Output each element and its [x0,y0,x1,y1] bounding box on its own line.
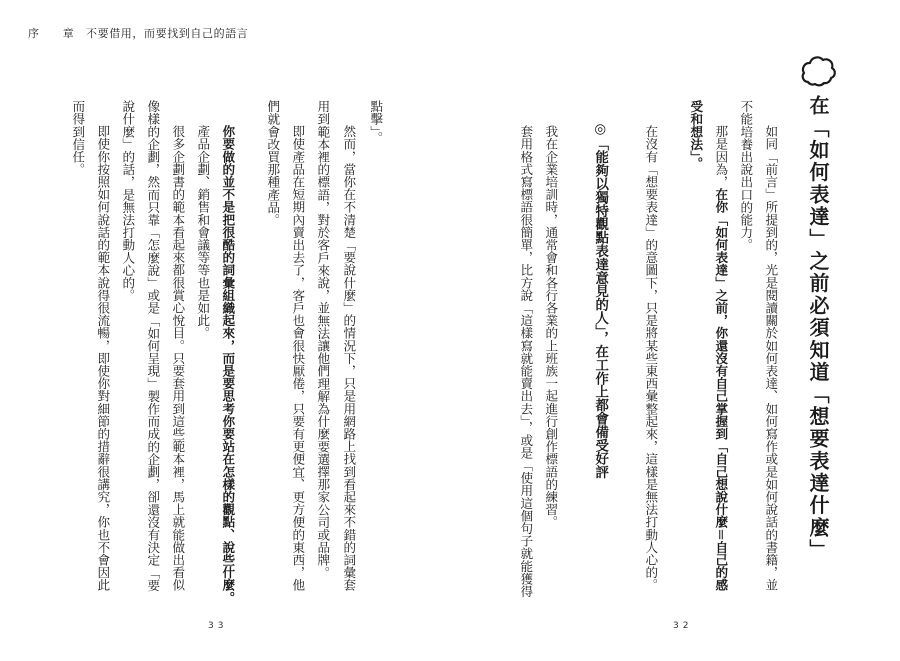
left-page-line-8: 很多企劃書的範本看起來都很賞心悅目。只要套用到這些範本裡，馬上就能做出看似 [170,125,186,592]
right-page-line-2: 不能培養出說出口的能力。 [738,100,754,252]
right-page-line-4-emphasized: 受和想法」。 [688,100,704,170]
left-page-line-6-emphasized: 你要做的並不是把很酷的詞彙組織起來，而是要思考你要站在怎樣的觀點、說些什麼。 [220,125,236,604]
subheading: ◎「能夠以獨特觀點表達意見的人」，在工作上都會備受好評 [592,122,608,479]
right-page-line-5: 在沒有「想要表達」的意圖下，只是將某些東西彙整起來，這樣是無法打動人心的。 [643,125,659,592]
emphasized-text: 在你「如何表達」之前，你還沒有自己掌握到「自己想說什麼＝自己的感 [713,188,729,592]
section-title: 在「如何表達」之前必須知道「想要表達什麼」 [806,95,830,562]
cloud-icon [799,54,837,88]
right-page-line-1: 如同「前言」所提到的，光是閱讀關於如何表達、如何寫作或是如何說話的書籍，並 [763,125,779,592]
left-page-line-5: 們就會改買那種產品。 [265,100,281,226]
right-page-line-7: 我在企業培訓時，通常會和各行各業的上班族一起進行創作標語的練習。 [543,125,559,529]
left-page-line-10: 說什麼」的話，是無法打動人心的。 [120,100,136,302]
left-page-line-1: 點擊」。 [368,100,384,145]
left-page-line-4: 即使產品在短期內賣出去了，客戶也會很快厭倦，只要有更便宜、更方便的東西，他 [290,125,306,592]
right-page-line-3 [714,100,727,591]
running-header: 序 章 不要借用，而要找到自己的語言 [28,27,249,40]
page-number-right: 32 [673,621,693,631]
line-plain-text: 那是因為， [713,125,729,189]
left-page-line-9: 像樣的企劃，然而只靠「怎麼說」或是「如何呈現」製作而成的企劃，卻還沒有決定「要 [145,100,161,592]
left-page-line-2: 然而，當你在不清楚「要說什麼」的情況下，只是用網路上找到看起來不錯的詞彙套 [341,125,357,592]
left-page-line-11: 即使你按照如何說話的範本說得很流暢，即使你對細節的措辭很講究，你也不會因此 [95,125,111,592]
left-page-line-12: 而得到信任。 [70,100,86,176]
page-number-left: 33 [208,621,228,631]
left-page-line-7: 產品企劃、銷售和會議等等也是如此。 [195,125,211,340]
left-page-line-3: 用到範本裡的標語，對於客戶來說，並無法讓他們理解為什麼要選擇那家公司或品牌。 [315,100,331,579]
right-page-line-8: 套用格式寫標語很簡單，比方說「這樣寫就能賣出去」，或是「使用這個句子就能獲得 [518,125,534,598]
